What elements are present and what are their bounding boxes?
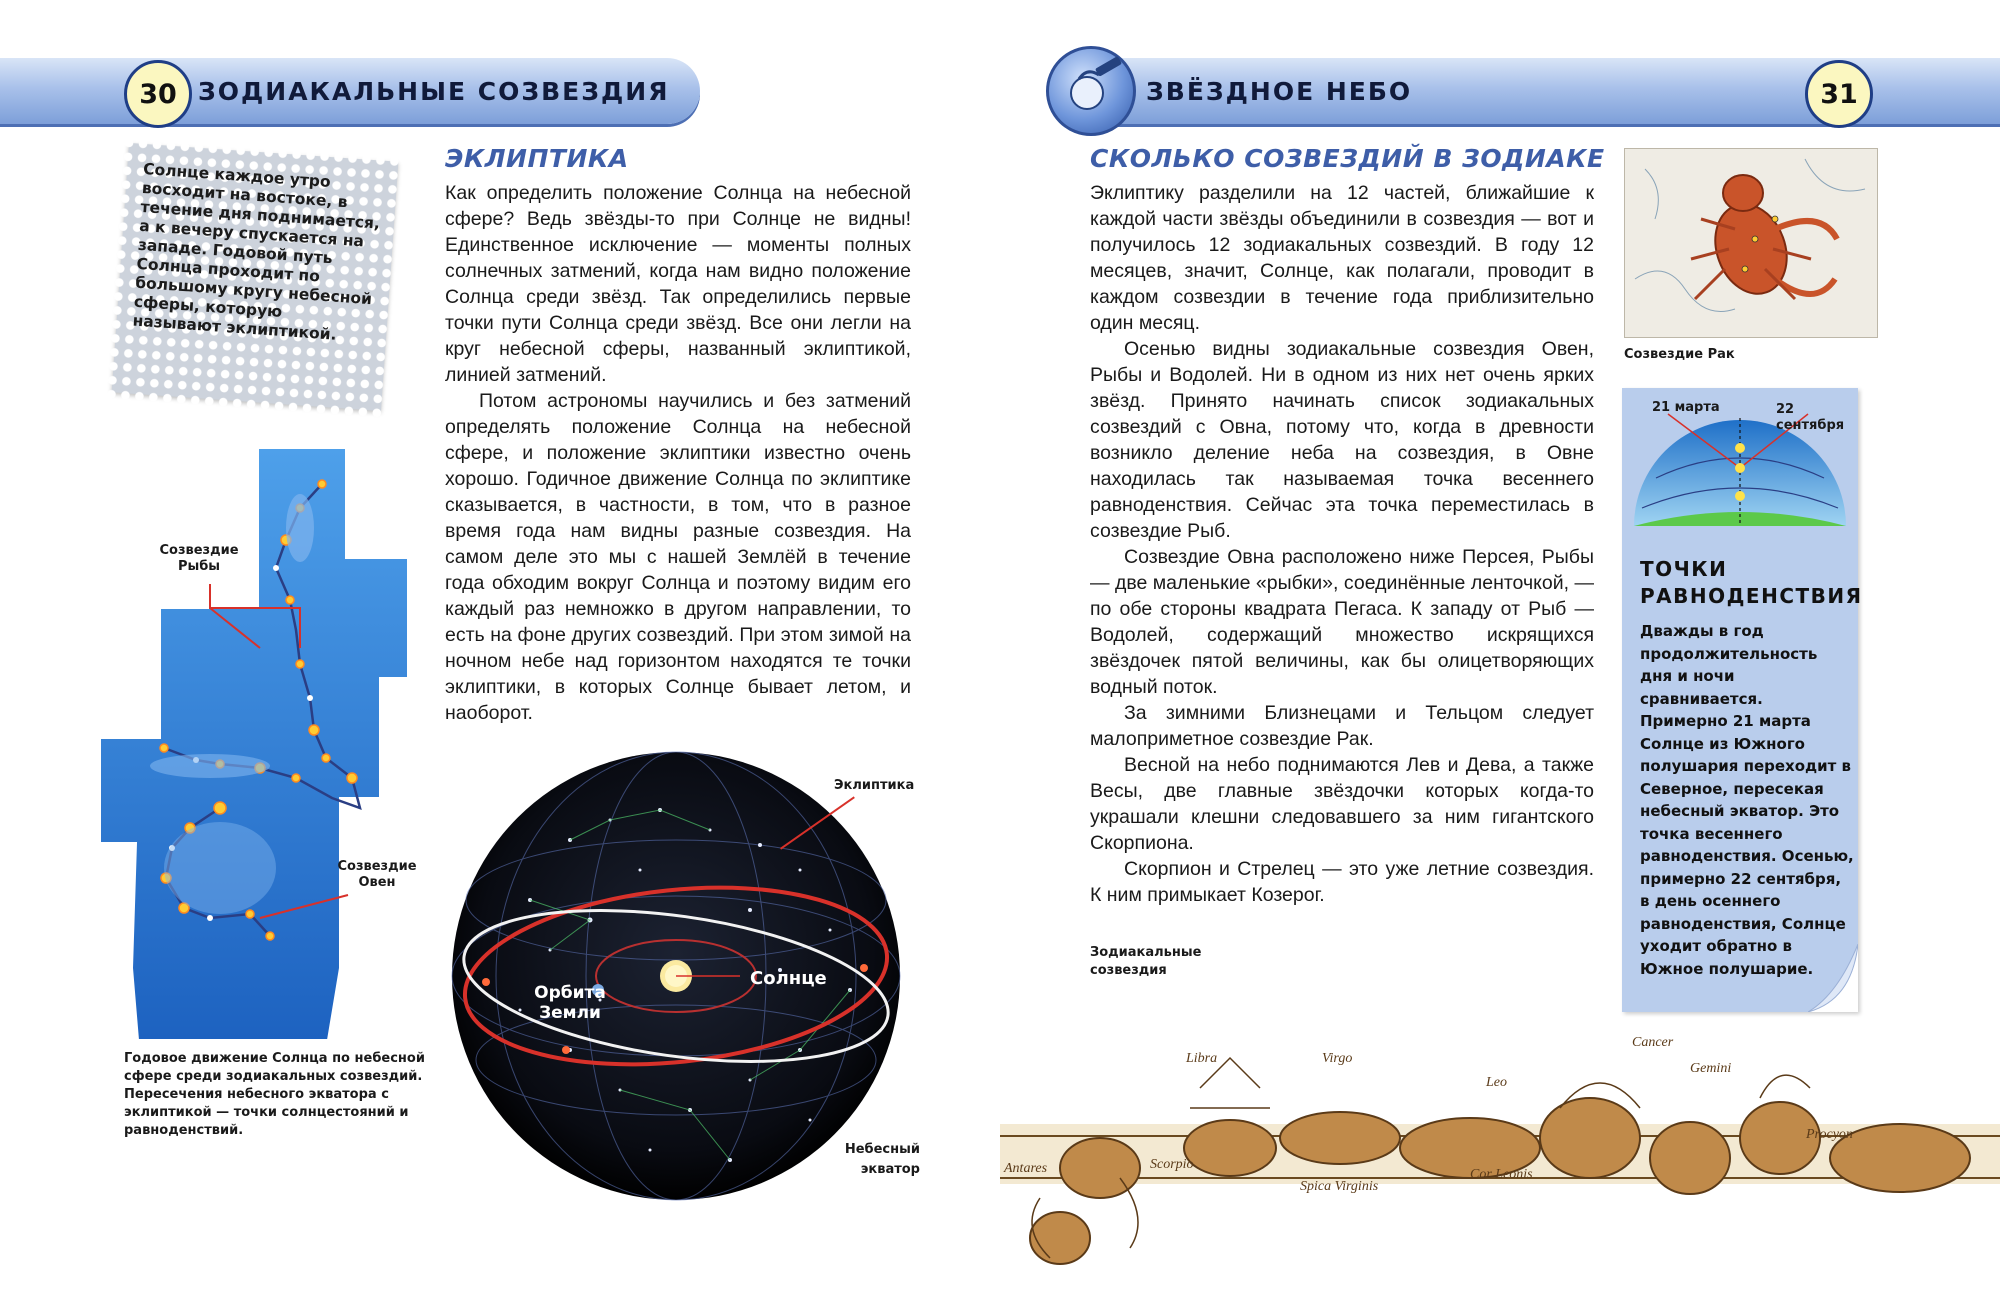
- map-caption: Годовое движение Солнца по небесной сфере среди зодиакальных созвездий. Пересечения небесного экватора с эклиптикой — точки солнцестояний и равноденствий.: [124, 1051, 425, 1138]
- zodiac-count-heading: СКОЛЬКО СОЗВЕЗДИЙ В ЗОДИАКЕ: [1090, 144, 1605, 173]
- zodiac-strip-label: Scorpio: [1150, 1157, 1194, 1172]
- celestial-sphere: [450, 750, 902, 1202]
- zodiac-strip-label: Cor Leonis: [1470, 1167, 1533, 1182]
- cancer-engraving: [1624, 148, 1878, 338]
- zodiac-strip-label: Spica Virginis: [1300, 1179, 1379, 1194]
- right-page-title: ЗВЁЗДНОЕ НЕБО: [1146, 77, 1413, 106]
- zodiac-paragraph: Скорпион и Стрелец — это уже летние созвездия. К ним примыкает Козерог.: [1090, 858, 1594, 906]
- cancer-caption: Созвездие Рак: [1624, 347, 1735, 362]
- september-date-label: 22 сентября: [1776, 402, 1845, 433]
- sun-label: Солнце: [750, 968, 827, 989]
- pisces-label: Созвездие Рыбы: [159, 543, 239, 574]
- pisces-aries-map: [100, 448, 430, 1040]
- zodiac-text: [1090, 180, 1594, 908]
- earth-orbit-label: Орбита Земли: [534, 983, 606, 1023]
- ecliptic-label: Эклиптика: [834, 778, 915, 793]
- ecliptic-paragraph: Как определить положение Солнца на небесной сфере? Ведь звёзды-то при Солнце не видны! Единственное исключение — моменты полных солнечных затмений, когда нам видно положение Солнца среди звёзд. Так определились первые точки пути Солнца среди звёзд. Все они легли на круг небесной сферы, названный эклиптикой, линией затмений.: [445, 182, 911, 386]
- zodiac-engraving-strip: [1000, 1018, 2000, 1280]
- ecliptic-paragraph: Потом астрономы научились и без затмений определять положение Солнца на небесной сфере, и положение эклиптики известно очень хорошо. Годичное движение Солнца по эклиптике сказывается, в частности, в том, что в разное время года нам видны разные созвездия. На самом деле это мы с нашей Землёй в течение года обходим вокруг Солнца и поэтому видим его каждый раз немножко в другом направлении, то есть на фоне других созвездий. При этом зимой на ночном небе над горизонтом находятся те точки эклиптики, в которых Солнце бывает летом, и наоборот.: [445, 390, 911, 724]
- right-page-number: 31: [1805, 60, 1873, 128]
- page-curl: [1808, 944, 1858, 1012]
- march-date-label: 21 марта: [1652, 400, 1720, 415]
- equinox-text: Дважды в год продолжительность дня и ночи сравнивается. Примерно 21 марта Солнце из Южного полушария переходит в Северное, пересекая небесный экватор. Это точка весеннего равноденствия. Осенью, примерно 22 сентября, в день осеннего равноденствия, Солнце уходит обратно в Южное полушарие.: [1640, 622, 1854, 978]
- zodiac-strip-label: Antares: [1004, 1161, 1048, 1176]
- astronomer-telescope-icon: [1046, 46, 1136, 136]
- equinox-card: [1622, 388, 1863, 1012]
- zodiac-paragraph: Эклиптику разделили на 12 частей, ближайшие к каждой части звёзды объединили в созвездия — вот и получилось 12 зодиакальных созвездий. В году 12 месяцев, значит, Солнце, как полагали, проводит в каждом созвездии в течение года приблизительно один месяц.: [1090, 182, 1594, 334]
- zodiac-strip-label: Gemini: [1690, 1061, 1732, 1076]
- celestial-equator-label: Небесный экватор: [844, 1142, 920, 1177]
- zodiac-strip-label: Cancer: [1632, 1035, 1674, 1050]
- zodiac-paragraph: За зимними Близнецами и Тельцом следует малоприметное созвездие Рак.: [1090, 702, 1594, 750]
- zodiac-strip-label: Procyon: [1806, 1127, 1853, 1142]
- ecliptic-text: [445, 180, 911, 726]
- ecliptic-heading: ЭКЛИПТИКА: [445, 144, 629, 173]
- equinox-title: ТОЧКИ РАВНОДЕНСТВИЯ: [1640, 557, 1863, 608]
- zodiac-strip-label: Virgo: [1322, 1051, 1353, 1066]
- zodiac-paragraph: Созвездие Овна расположено ниже Персея, Рыбы — две маленькие «рыбки», соединённые ленточкой, — по обе стороны квадрата Пегаса. К западу от Рыб — Водолей, содержащий множество искрящихся звёздочек пятой величины, как бы олицетворяющих водный поток.: [1090, 546, 1594, 698]
- zodiac-paragraph: Осенью видны зодиакальные созвездия Овен, Рыбы и Водолей. Ни в одном из них нет очень ярких звёзд. Принято начинать список зодиакальных созвездий с Овна, потому что, когда в древности возникло деление неба на созвездия, в Овне находилась так называемая точка весеннего равноденствия. Сейчас эта точка переместилась в созвездие Рыб.: [1090, 338, 1594, 542]
- sun-path-note: [112, 143, 399, 411]
- aries-label: Созвездие Овен: [337, 859, 417, 890]
- sun-path-note-text: Солнце каждое утро восходит на востоке, в течение дня поднимается, а к вечеру спускается на западе. Годовой путь Солнца проходит по большому кругу небесной сферы, которую называют эклиптикой.: [132, 159, 381, 344]
- zodiac-strip-label: Libra: [1186, 1051, 1218, 1066]
- zodiac-paragraph: Весной на небо поднимаются Лев и Дева, а также Весы, две главные звёздочки которых когда-то украшали клешни следовавшего за ним гигантского Скорпиона.: [1090, 754, 1594, 854]
- left-page-title: ЗОДИАКАЛЬНЫЕ СОЗВЕЗДИЯ: [198, 77, 670, 106]
- left-page-number: 30: [124, 60, 192, 128]
- zodiac-strip-label: Leo: [1486, 1075, 1507, 1090]
- zodiac-strip-caption: Зодиакальные созвездия: [1090, 945, 1202, 978]
